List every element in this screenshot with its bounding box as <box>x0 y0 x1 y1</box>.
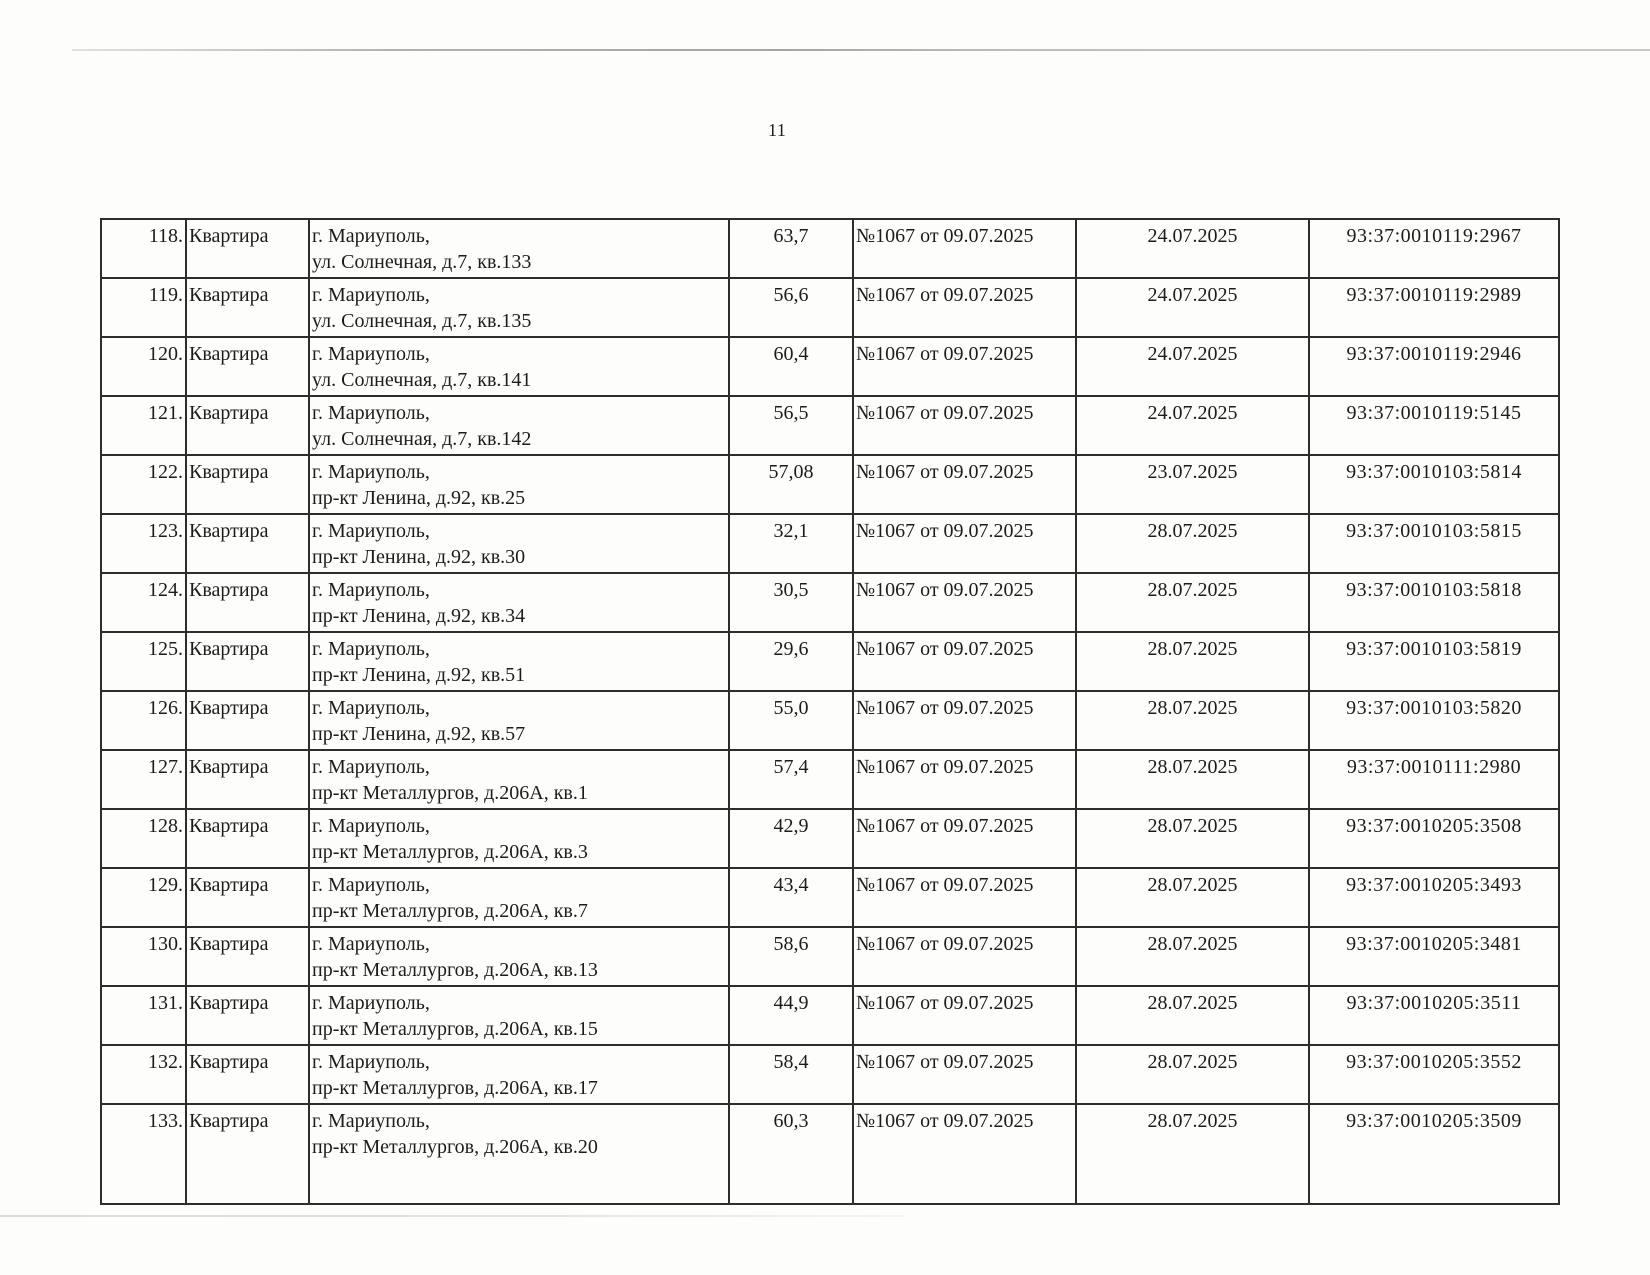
row-number-cell: 123. <box>101 514 186 573</box>
document-cell: №1067 от 09.07.2025 <box>853 750 1076 809</box>
cadastral-number-cell: 93:37:0010205:3508 <box>1309 809 1559 868</box>
document-cell: №1067 от 09.07.2025 <box>853 1104 1076 1204</box>
area-cell: 44,9 <box>729 986 853 1045</box>
address-cell <box>309 986 729 1045</box>
area-cell: 57,4 <box>729 750 853 809</box>
cadastral-number-cell: 93:37:0010119:2946 <box>1309 337 1559 396</box>
row-number-cell: 132. <box>101 1045 186 1104</box>
row-number-cell: 130. <box>101 927 186 986</box>
address-line-1: г. Мариуполь, <box>312 461 430 483</box>
cadastral-number-cell: 93:37:0010119:5145 <box>1309 396 1559 455</box>
table-row <box>101 691 1559 750</box>
document-cell: №1067 от 09.07.2025 <box>853 396 1076 455</box>
document-cell: №1067 от 09.07.2025 <box>853 337 1076 396</box>
date-cell: 28.07.2025 <box>1076 750 1309 809</box>
address-line-1: г. Мариуполь, <box>312 815 430 837</box>
document-cell: №1067 от 09.07.2025 <box>853 455 1076 514</box>
address-line-1: г. Мариуполь, <box>312 402 430 424</box>
cadastral-number-cell: 93:37:0010103:5820 <box>1309 691 1559 750</box>
row-number-cell: 122. <box>101 455 186 514</box>
area-cell: 58,4 <box>729 1045 853 1104</box>
row-number-cell: 128. <box>101 809 186 868</box>
cadastral-number-cell: 93:37:0010205:3509 <box>1309 1104 1559 1204</box>
address-line-2: пр-кт Металлургов, д.206А, кв.7 <box>312 900 588 922</box>
area-cell: 58,6 <box>729 927 853 986</box>
table-row <box>101 219 1559 278</box>
area-cell: 29,6 <box>729 632 853 691</box>
cadastral-number-cell: 93:37:0010205:3511 <box>1309 986 1559 1045</box>
property-type-cell: Квартира <box>186 632 309 691</box>
cadastral-number-cell: 93:37:0010205:3552 <box>1309 1045 1559 1104</box>
property-table-body <box>101 219 1559 1204</box>
table-row <box>101 514 1559 573</box>
address-line-1: г. Мариуполь, <box>312 1110 430 1132</box>
area-cell: 30,5 <box>729 573 853 632</box>
row-number-cell: 119. <box>101 278 186 337</box>
area-cell: 43,4 <box>729 868 853 927</box>
row-number-cell: 121. <box>101 396 186 455</box>
address-line-1: г. Мариуполь, <box>312 579 430 601</box>
cadastral-number-cell: 93:37:0010111:2980 <box>1309 750 1559 809</box>
area-cell: 57,08 <box>729 455 853 514</box>
address-line-1: г. Мариуполь, <box>312 992 430 1014</box>
table-row <box>101 396 1559 455</box>
page-number: 11 <box>768 120 787 140</box>
cadastral-number-cell: 93:37:0010103:5818 <box>1309 573 1559 632</box>
address-line-1: г. Мариуполь, <box>312 756 430 778</box>
document-cell: №1067 от 09.07.2025 <box>853 514 1076 573</box>
address-cell <box>309 219 729 278</box>
address-line-1: г. Мариуполь, <box>312 874 430 896</box>
row-number-cell: 129. <box>101 868 186 927</box>
table-row <box>101 337 1559 396</box>
cadastral-number-cell: 93:37:0010205:3493 <box>1309 868 1559 927</box>
address-line-2: пр-кт Металлургов, д.206А, кв.15 <box>312 1018 598 1040</box>
address-line-2: пр-кт Ленина, д.92, кв.34 <box>312 605 526 627</box>
table-row <box>101 278 1559 337</box>
date-cell: 23.07.2025 <box>1076 455 1309 514</box>
area-cell: 55,0 <box>729 691 853 750</box>
area-cell: 56,6 <box>729 278 853 337</box>
address-cell <box>309 750 729 809</box>
row-number-cell: 124. <box>101 573 186 632</box>
property-type-cell: Квартира <box>186 1104 309 1204</box>
date-cell: 28.07.2025 <box>1076 868 1309 927</box>
address-cell <box>309 809 729 868</box>
date-cell: 24.07.2025 <box>1076 396 1309 455</box>
address-line-2: ул. Солнечная, д.7, кв.135 <box>312 310 532 332</box>
document-cell: №1067 от 09.07.2025 <box>853 632 1076 691</box>
document-cell: №1067 от 09.07.2025 <box>853 868 1076 927</box>
cadastral-number-cell: 93:37:0010119:2967 <box>1309 219 1559 278</box>
address-line-2: ул. Солнечная, д.7, кв.142 <box>312 428 532 450</box>
address-cell <box>309 632 729 691</box>
address-cell <box>309 1045 729 1104</box>
table-row <box>101 809 1559 868</box>
area-cell: 56,5 <box>729 396 853 455</box>
address-line-2: пр-кт Ленина, д.92, кв.57 <box>312 723 526 745</box>
address-cell <box>309 868 729 927</box>
row-number-cell: 126. <box>101 691 186 750</box>
date-cell: 28.07.2025 <box>1076 986 1309 1045</box>
address-line-1: г. Мариуполь, <box>312 343 430 365</box>
date-cell: 28.07.2025 <box>1076 1045 1309 1104</box>
date-cell: 28.07.2025 <box>1076 1104 1309 1204</box>
document-cell: №1067 от 09.07.2025 <box>853 573 1076 632</box>
address-cell <box>309 1104 729 1204</box>
scan-artifact-line-top <box>72 49 1650 51</box>
document-cell: №1067 от 09.07.2025 <box>853 809 1076 868</box>
date-cell: 28.07.2025 <box>1076 691 1309 750</box>
address-cell <box>309 278 729 337</box>
property-type-cell: Квартира <box>186 927 309 986</box>
area-cell: 60,4 <box>729 337 853 396</box>
table-row <box>101 750 1559 809</box>
area-cell: 60,3 <box>729 1104 853 1204</box>
property-type-cell: Квартира <box>186 809 309 868</box>
document-cell: №1067 от 09.07.2025 <box>853 691 1076 750</box>
property-type-cell: Квартира <box>186 986 309 1045</box>
date-cell: 28.07.2025 <box>1076 927 1309 986</box>
date-cell: 28.07.2025 <box>1076 573 1309 632</box>
date-cell: 28.07.2025 <box>1076 809 1309 868</box>
address-line-2: ул. Солнечная, д.7, кв.141 <box>312 369 532 391</box>
address-line-1: г. Мариуполь, <box>312 284 430 306</box>
row-number-cell: 118. <box>101 219 186 278</box>
property-type-cell: Квартира <box>186 278 309 337</box>
date-cell: 28.07.2025 <box>1076 514 1309 573</box>
table-row <box>101 632 1559 691</box>
date-cell: 24.07.2025 <box>1076 278 1309 337</box>
property-type-cell: Квартира <box>186 396 309 455</box>
table-row <box>101 455 1559 514</box>
address-cell <box>309 455 729 514</box>
address-cell <box>309 396 729 455</box>
address-line-1: г. Мариуполь, <box>312 697 430 719</box>
row-number-cell: 127. <box>101 750 186 809</box>
address-line-1: г. Мариуполь, <box>312 933 430 955</box>
address-cell <box>309 573 729 632</box>
scan-artifact-line-bottom <box>0 1215 905 1217</box>
address-line-2: ул. Солнечная, д.7, кв.133 <box>312 251 532 273</box>
cadastral-number-cell: 93:37:0010103:5819 <box>1309 632 1559 691</box>
address-line-1: г. Мариуполь, <box>312 1051 430 1073</box>
date-cell: 24.07.2025 <box>1076 219 1309 278</box>
document-cell: №1067 от 09.07.2025 <box>853 1045 1076 1104</box>
date-cell: 28.07.2025 <box>1076 632 1309 691</box>
table-row <box>101 573 1559 632</box>
property-type-cell: Квартира <box>186 219 309 278</box>
address-line-2: пр-кт Металлургов, д.206А, кв.20 <box>312 1136 598 1158</box>
address-line-2: пр-кт Металлургов, д.206А, кв.17 <box>312 1077 598 1099</box>
address-line-2: пр-кт Ленина, д.92, кв.30 <box>312 546 526 568</box>
property-register-table <box>100 218 1560 1205</box>
property-type-cell: Квартира <box>186 573 309 632</box>
area-cell: 42,9 <box>729 809 853 868</box>
row-number-cell: 133. <box>101 1104 186 1204</box>
cadastral-number-cell: 93:37:0010205:3481 <box>1309 927 1559 986</box>
property-type-cell: Квартира <box>186 1045 309 1104</box>
table-row <box>101 1104 1559 1204</box>
document-cell: №1067 от 09.07.2025 <box>853 986 1076 1045</box>
cadastral-number-cell: 93:37:0010103:5814 <box>1309 455 1559 514</box>
address-line-1: г. Мариуполь, <box>312 520 430 542</box>
table-row <box>101 986 1559 1045</box>
address-cell <box>309 927 729 986</box>
row-number-cell: 131. <box>101 986 186 1045</box>
address-line-2: пр-кт Металлургов, д.206А, кв.1 <box>312 782 588 804</box>
cadastral-number-cell: 93:37:0010119:2989 <box>1309 278 1559 337</box>
date-cell: 24.07.2025 <box>1076 337 1309 396</box>
area-cell: 63,7 <box>729 219 853 278</box>
area-cell: 32,1 <box>729 514 853 573</box>
address-line-1: г. Мариуполь, <box>312 225 430 247</box>
table-row <box>101 1045 1559 1104</box>
property-type-cell: Квартира <box>186 750 309 809</box>
property-type-cell: Квартира <box>186 868 309 927</box>
address-cell <box>309 337 729 396</box>
address-line-2: пр-кт Ленина, д.92, кв.51 <box>312 664 526 686</box>
document-cell: №1067 от 09.07.2025 <box>853 278 1076 337</box>
property-type-cell: Квартира <box>186 514 309 573</box>
document-cell: №1067 от 09.07.2025 <box>853 927 1076 986</box>
address-line-2: пр-кт Металлургов, д.206А, кв.3 <box>312 841 588 863</box>
property-type-cell: Квартира <box>186 337 309 396</box>
address-line-2: пр-кт Металлургов, д.206А, кв.13 <box>312 959 598 981</box>
document-cell: №1067 от 09.07.2025 <box>853 219 1076 278</box>
row-number-cell: 125. <box>101 632 186 691</box>
address-cell <box>309 514 729 573</box>
table-row <box>101 927 1559 986</box>
address-line-2: пр-кт Ленина, д.92, кв.25 <box>312 487 526 509</box>
property-type-cell: Квартира <box>186 691 309 750</box>
property-type-cell: Квартира <box>186 455 309 514</box>
address-cell <box>309 691 729 750</box>
cadastral-number-cell: 93:37:0010103:5815 <box>1309 514 1559 573</box>
table-row <box>101 868 1559 927</box>
address-line-1: г. Мариуполь, <box>312 638 430 660</box>
row-number-cell: 120. <box>101 337 186 396</box>
